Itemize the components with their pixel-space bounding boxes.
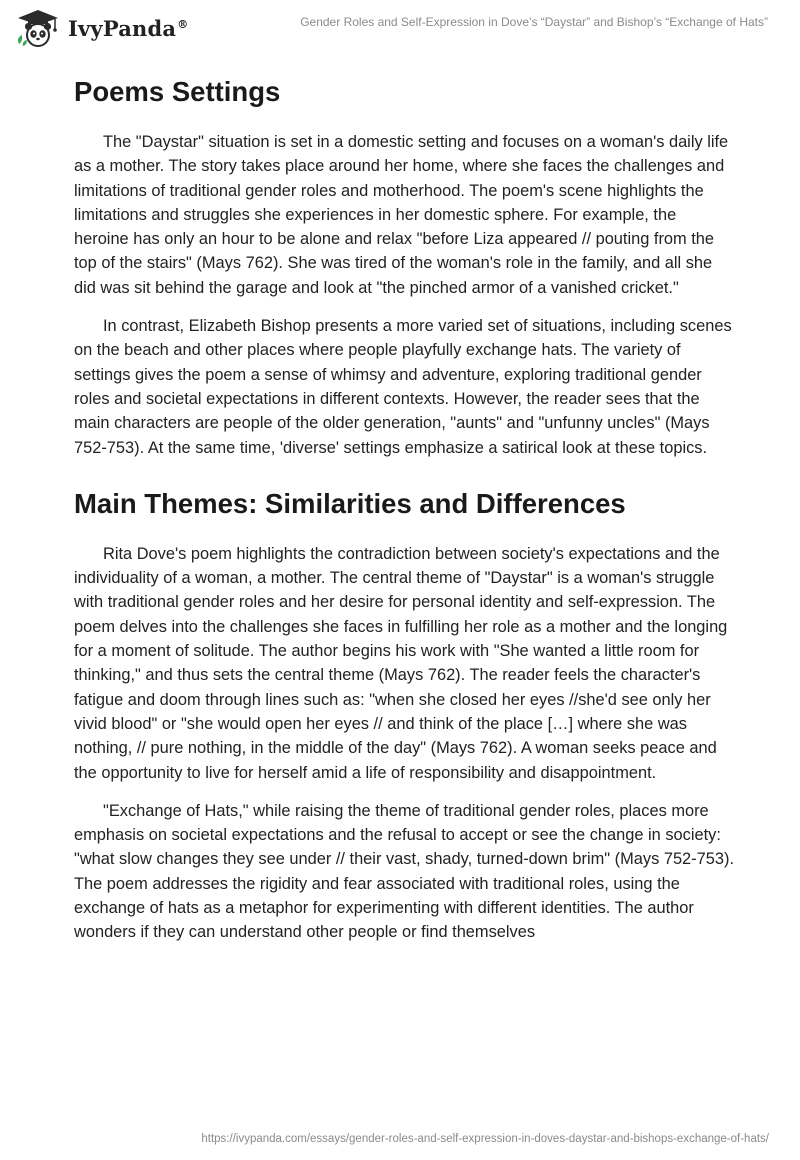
paragraph: "Exchange of Hats," while raising the theme of traditional gender roles, places more emphasis on societal expectations and the refusal to accept or see the change in society: "what slow changes they see under // their vast, shady, turned-down brim" (Mays 752-753). The poem addresses the rigidity and fear associated with traditional roles, using the exchange of hats as a metaphor for experimenting with different identities. The author wonders if they can understand other people or find themselves: [74, 801, 734, 942]
essay-content: [74, 68, 734, 959]
paragraph: In contrast, Elizabeth Bishop presents a more varied set of situations, including scenes on the beach and other places where people playfully exchange hats. The variety of settings gives the poem a sense of whimsy and adventure, exploring traditional gender roles and societal expectations in different contexts. However, the reader sees that the main characters are people of the older generation, "aunts" and "unfunny uncles" (Mays 752-753). At the same time, 'diverse' settings emphasize a satirical look at these topics.: [74, 317, 732, 457]
ivypanda-logo[interactable]: [14, 8, 188, 48]
section-heading-themes: Main Themes: Similarities and Differences: [74, 487, 626, 519]
section-heading-settings: Poems Settings: [74, 76, 281, 107]
panda-graduate-icon: [14, 8, 62, 48]
page-header: [0, 0, 800, 56]
document-title: Gender Roles and Self-Expression in Dove’s “Daystar” and Bishop’s “Exchange of Hats”: [300, 15, 768, 29]
paragraph: Rita Dove's poem highlights the contradiction between society's expectations and the individuality of a woman, a mother. The central theme of "Daystar" is a woman's struggle with traditional gender roles and her desire for personal identity and self-expression. The poem delves into the challenges she faces in fulfilling her role as a mother and the longing for a moment of solitude. The author begins his work with "She wanted a little room for thinking," and thus sets the central theme (Mays 762). The reader feels the character's fatigue and doom through lines such as: "when she closed her eyes //she'd see only her vivid blood" or "she would open her eyes // and think of the place […] where she was nothing, // pure nothing, in the middle of the day" (Mays 762). A woman seeks peace and the opportunity to live for herself amid a life of responsibility and disappointment.: [74, 544, 728, 782]
paragraph: The "Daystar" situation is set in a domestic setting and focuses on a woman's daily life as a mother. The story takes place around her home, where she faces the challenges and limitations of traditional gender roles and motherhood. The poem's scene highlights the limitations and struggles she experiences in her domestic sphere. For example, the heroine has only an hour to be alone and relax "before Liza appeared // pouting from the top of the stairs" (Mays 762). She was tired of the woman's role in the family, and all she did was sit behind the garage and look at "the pinched armor of a vanished cricket.": [74, 133, 729, 297]
source-url[interactable]: https://ivypanda.com/essays/gender-roles-and-self-expression-in-doves-daystar-and-bishops-exchange-of-hats/: [201, 1133, 769, 1145]
registered-mark: ®: [177, 17, 189, 31]
brand-name: IvyPanda®: [68, 15, 189, 41]
